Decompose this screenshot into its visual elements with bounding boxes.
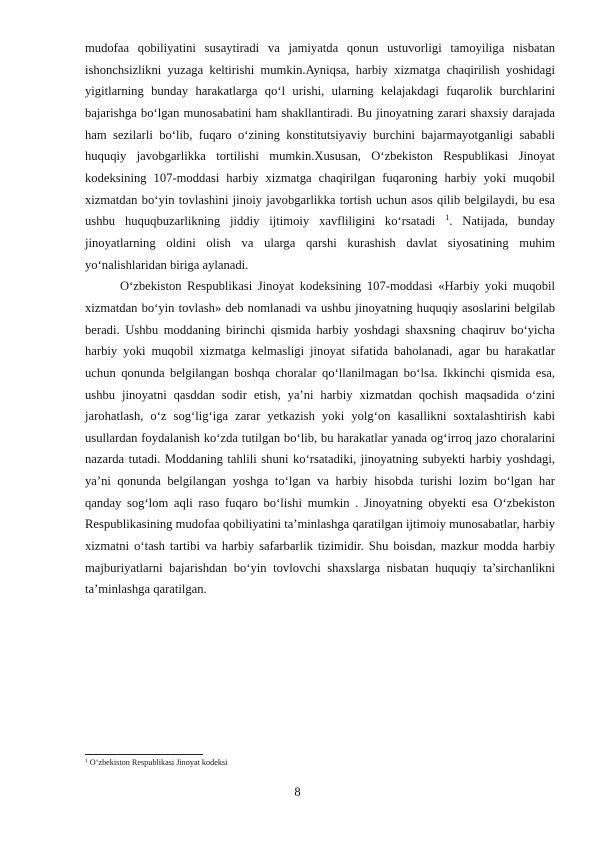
footnote-divider [85,754,203,755]
footnote-text: O‘zbekiston Respublikasi Jinoyat kodeksi [89,758,228,767]
footnote-reference[interactable]: 1 [445,213,450,223]
page-number: 8 [294,785,301,799]
paragraph-1 [85,38,555,276]
paragraph-1-text: mudofaa qobiliyatini susaytiradi va jamiyatda qonun ustuvorligi tamoyiliga nisbatan ishonchsizlikni yuzaga keltirishi mumkin.Ayniqsa, harbiy xizmatga chaqirilish yoshidagi yigitlarning bunday harakatlarga qo‘l urishi, ularning kelajakdagi fuqarolik burchlarini bajarishga bo‘lgan munosabatini ham shakllantiradi. Bu jinoyatning zarari shaxsiy darajada ham sezilarli bo‘lib, fuqaro o‘zining konstitutsiyaviy burchini bajarmayotganligi sababli huquqiy javobgarlikka tortilishi mumkin.Xususan, O‘zbekiston Respublikasi Jinoyat kodeksining 107-moddasi harbiy xizmatga chaqirilgan fuqaroning harbiy yoki muqobil xizmatdan bo‘yin tovlashini jinoiy javobgarlikka tortish uchun asos qilib belgilaydi, bu esa ushbu huquqbuzarlikning jiddiy ijtimoiy xavfliligini ko‘rsatadi [85,41,555,229]
paragraph-1-tail: . Natijada, bunday jinoyatlarning oldini olish va ularga qarshi kurashish davlat siyosatining muhim yo‘nalishlaridan biriga aylanadi. [85,214,556,272]
footnote-number: 1 [85,758,88,764]
paragraph-2: O‘zbekiston Respublikasi Jinoyat kodeksining 107-moddasi «Harbiy yoki muqobil xizmatdan bo‘yin tovlash» deb nomlanadi va ushbu jinoyatning huquqiy asoslarini belgilab beradi. Ushbu moddaning birinchi qismida harbiy yoshdagi shaxsning chaqiruv bo‘yicha harbiy yoki muqobil xizmatga kelmasligi jinoyat sifatida baholanadi, agar bu harakatlar uchun qonunda belgilangan boshqa choralar qo‘llanilmagan bo‘lsa. Ikkinchi qismida esa, ushbu jinoyatni qasddan sodir etish, ya’ni harbiy xizmatdan qochish maqsadida o‘zini jarohatlash, o‘z sog‘lig‘iga zarar yetkazish yoki yolg‘on kasallikni soxtalashtirish kabi usullardan foydalanish ko‘zda tutilgan bo‘lib, bu harakatlar yanada og‘irroq jazo choralarini nazarda tutadi. Moddaning tahlili shuni ko‘rsatadiki, jinoyatning subyekti harbiy yoshdagi, ya’ni qonunda belgilangan yoshga to‘lgan va harbiy hisobda turishi lozim bo‘lgan har qanday sog‘lom aqli raso fuqaro bo‘lishi mumkin . Jinoyatning obyekti esa O‘zbekiston Respublikasining mudofaa qobiliyatini ta’minlashga qaratilgan ijtimoiy munosabatlar, harbiy xizmatni o‘tash tartibi va harbiy safarbarlik tizimidir. Shu boisdan, mazkur modda harbiy majburiyatlarni bajarishdan bo‘yin tovlovchi shaxslarga nisbatan huquqiy ta’sirchanlikni ta’minlashga qaratilgan. [85,279,555,597]
footnote [85,757,555,768]
body-text [85,38,555,601]
